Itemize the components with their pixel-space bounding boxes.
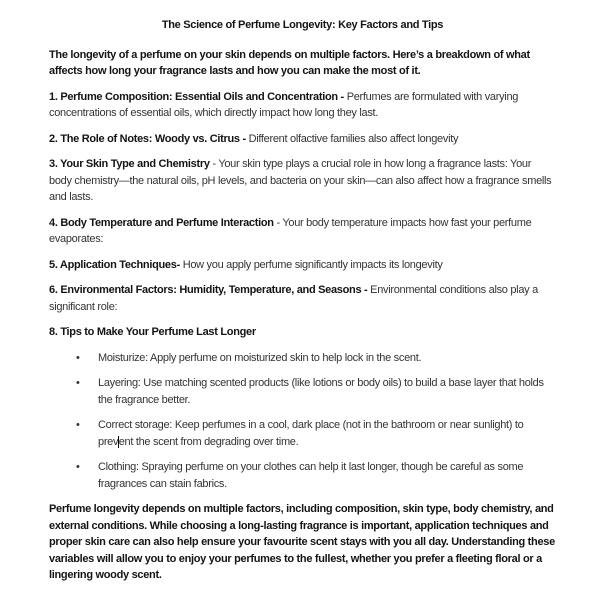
section-6-heading: 6. Environmental Factors: Humidity, Temperature, and Seasons - <box>49 284 368 296</box>
section-3-heading: 3. Your Skin Type and Chemistry <box>49 158 210 170</box>
section-1-body: Perfumes are formulated with varying concentrations of essential oils, which directly impact how long they last. <box>49 90 519 119</box>
section-5-body: How you apply perfume significantly impacts its longevity <box>179 258 443 271</box>
section-4-heading: 4. Body Temperature and Perfume Interaction <box>49 216 274 229</box>
section-paragraph-5[interactable] <box>49 257 556 274</box>
section-paragraph-4[interactable] <box>49 215 556 248</box>
tip-item-layering[interactable]: • Layering: Use matching scented products (like lotions or body oils) to build a base layer that holds the fragrance better. <box>49 375 556 408</box>
section-4-body: - Your body temperature impacts how fast your perfume evaporates: <box>49 216 532 245</box>
section-1-heading: 1. Perfume Composition: Essential Oils and Concentration - <box>49 90 344 103</box>
tip-storage-text-after-cursor: ent the scent from degrading over time. <box>118 435 299 448</box>
tip-item-storage[interactable] <box>49 417 556 450</box>
intro-paragraph[interactable]: The longevity of a perfume on your skin depends on multiple factors. Here’s a breakdown of what affects how long your fragrance lasts and how you can make the most of it. <box>49 48 530 77</box>
section-5-heading: 5. Application Techniques- <box>49 258 180 271</box>
section-2-heading: 2. The Role of Notes: Woody vs. Citrus - <box>49 132 246 145</box>
document-title[interactable]: The Science of Perfume Longevity: Key Factors and Tips <box>161 19 444 31</box>
section-paragraph-3[interactable] <box>49 156 556 206</box>
section-paragraph-1[interactable] <box>49 89 556 122</box>
section-8-heading: 8. Tips to Make Your Perfume Last Longer <box>49 326 256 338</box>
tip-item-clothing[interactable]: • Clothing: Spraying perfume on your clothes can help it last longer, though be careful as some fragrances can stain fabrics. <box>49 459 556 492</box>
section-paragraph-2[interactable] <box>49 131 556 148</box>
section-2-body: Different olfactive families also affect longevity <box>245 132 459 145</box>
section-3-body: - Your skin type plays a crucial role in how long a fragrance lasts: Your body chemistry—the natural oils, pH levels, and bacteria on your skin—can also affect how a fragrance smells and lasts. <box>49 158 552 203</box>
tips-list <box>49 350 556 493</box>
section-paragraph-6[interactable] <box>49 282 556 315</box>
tip-storage-text-before-cursor: Correct storage: Keep perfumes in a cool, dark place (not in the bathroom or near sunlight) to prev <box>98 419 524 448</box>
section-6-body: Environmental conditions also play a significant role: <box>49 284 538 313</box>
section-paragraph-8[interactable] <box>49 324 556 341</box>
tip-item-moisturize[interactable]: • Moisturize: Apply perfume on moisturized skin to help lock in the scent. <box>49 350 556 367</box>
conclusion-paragraph[interactable]: Perfume longevity depends on multiple factors, including composition, skin type, body chemistry, and external conditions. While choosing a long-lasting fragrance is important, application techniques and proper skin care can also help ensure your favourite scent stays with you all day. Understanding these variables will allow you to enjoy your perfumes to the fullest, whether you prefer a fleeting floral or a lingering woody scent. <box>49 503 555 581</box>
